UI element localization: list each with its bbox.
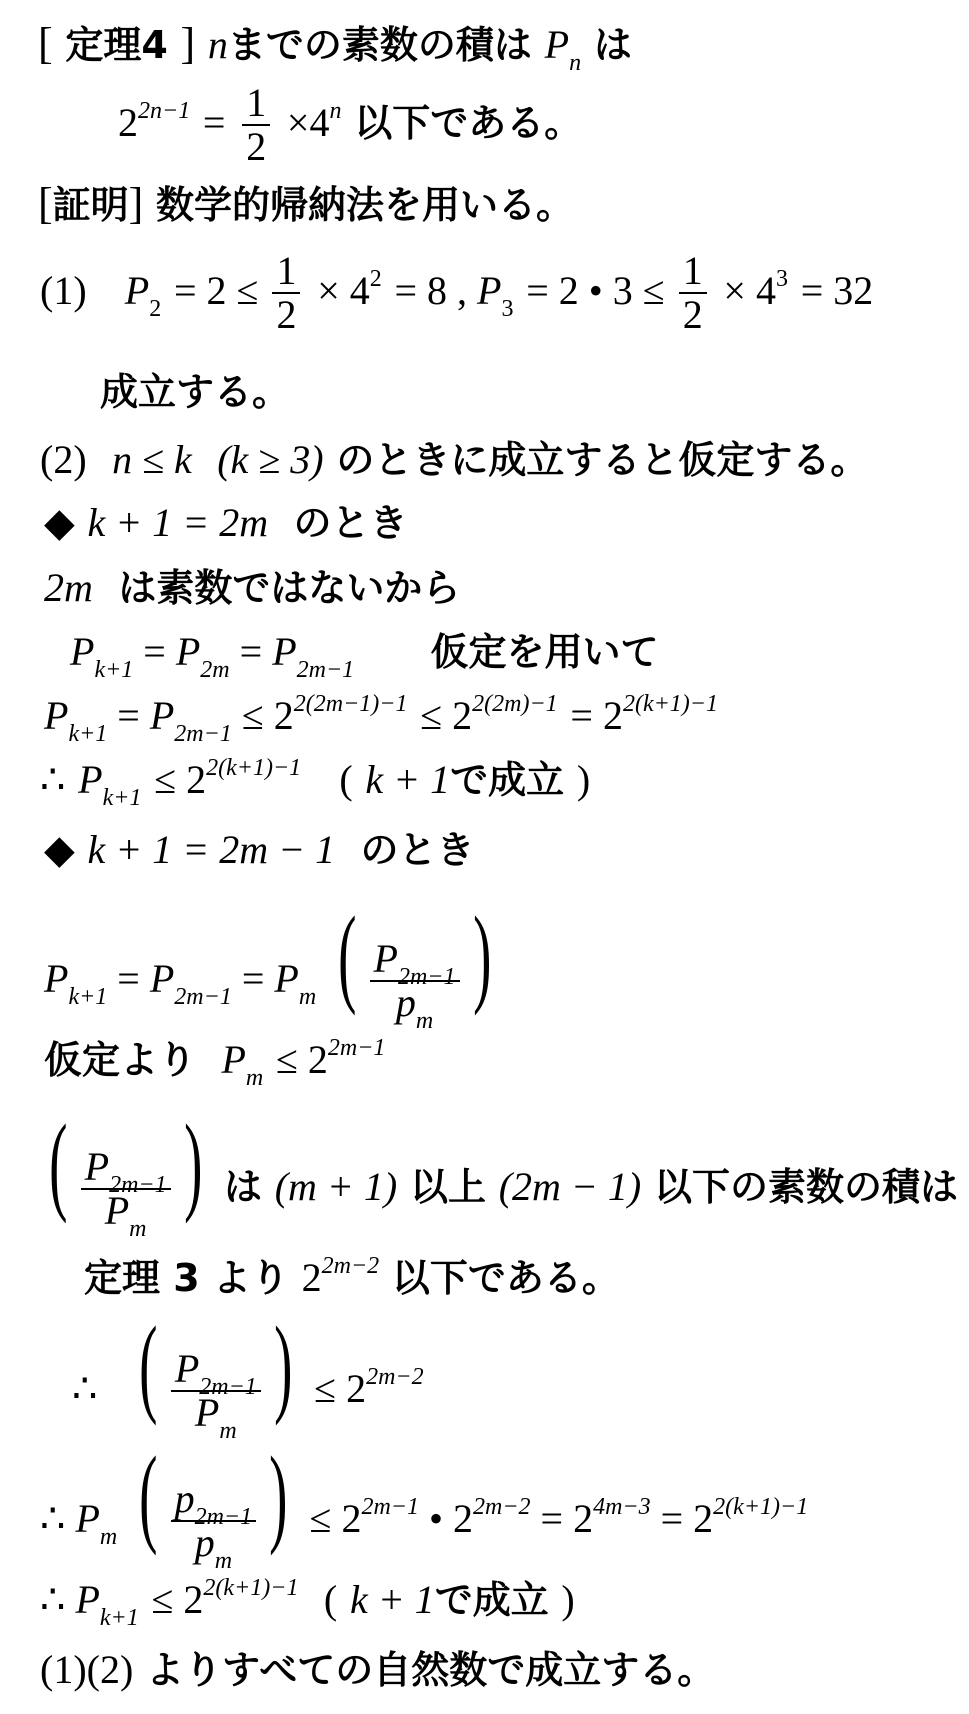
case-1-heading: ◆ k + 1 = 2m のとき — [44, 500, 408, 545]
diamond-icon: ◆ — [44, 827, 75, 872]
step-2-assumption: (2) n ≤ k (k ≥ 3) のときに成立すると仮定する。 — [40, 437, 869, 482]
case-2-final: ∴ $P_m$ ( $\frac{p_{2m-1}}{p_m}$ ) ≤ $2^{2m-1}$ • $2^{2m-2} = 2^{4m-3} = 2^{2(k+1)-1}$ — [40, 1434, 809, 1574]
step-1-equation: (1) $P_2 = 2$ ≤ $\frac{1}{2}$ × $4^2 = 8$ , $P_3 = 2$ • 3 ≤ $\frac{1}{2}$ × $4^3 = 32$ — [40, 248, 874, 337]
case-2-heading: ◆ k + 1 = 2m − 1 のとき — [44, 827, 475, 872]
case-2-conclusion: ∴ $P_{k+1} \le 2^{2(k+1)-1}$ ( k + 1で成立 ) — [40, 1575, 575, 1631]
fraction-half: $\frac{1}{2}$ — [242, 82, 270, 168]
case-2-theorem-3: 定理 3 より $2^{2m-2}$ 以下である。 — [84, 1253, 620, 1300]
case-1-eq-a: $P_{k+1} = P_{2m} = P_{2m-1}$ 仮定を用いて — [70, 629, 659, 683]
diamond-icon: ◆ — [44, 500, 75, 545]
proof-heading: [証明] 数学的帰納法を用いる。 — [38, 179, 575, 228]
theorem-line-1: [ 定理4 ] nまでの素数の積は $P_n$ は — [38, 19, 632, 76]
case-2-ineq: ∴ ( $\frac{P_{2m-1}}{P_m}$ ) ≤ $2^{2m-2}$ — [72, 1304, 424, 1444]
case-1-eq-b: $P_{k+1} = P_{2m-1} \le 2^{2(2m-1)-1} \le 2^{2(2m)-1} = 2^{2(k+1)-1}$ — [44, 691, 718, 747]
theorem-label: 定理4 — [65, 23, 168, 67]
case-2-eq-a: $P_{k+1} = P_{2m-1} = P_m$ ( $\frac{P_{2m-1}}{p_m}$ ) — [44, 894, 491, 1034]
closing-line: (1)(2) よりすべての自然数で成立する。 — [40, 1647, 716, 1692]
case-1-conclusion: ∴ $P_{k+1} \le 2^{2(k+1)-1}$ ( k + 1で成立 ) — [40, 755, 591, 811]
case-2-assumption: 仮定より $P_m \le 2^{2m-1}$ — [44, 1035, 386, 1091]
step-1-text: 成立する。 — [100, 370, 291, 414]
case-2-fraction-desc: ( $\frac{P_{2m-1}}{P_m}$ ) は (m + 1) 以上 (2m − 1) 以下の素数の積は — [49, 1102, 958, 1242]
case-1-not-prime: 2m は素数ではないから — [44, 565, 461, 610]
theorem-line-2: $2^{2n-1}$ = $\frac{1}{2}$ $\times 4^n$ 以下である。 — [118, 80, 583, 169]
